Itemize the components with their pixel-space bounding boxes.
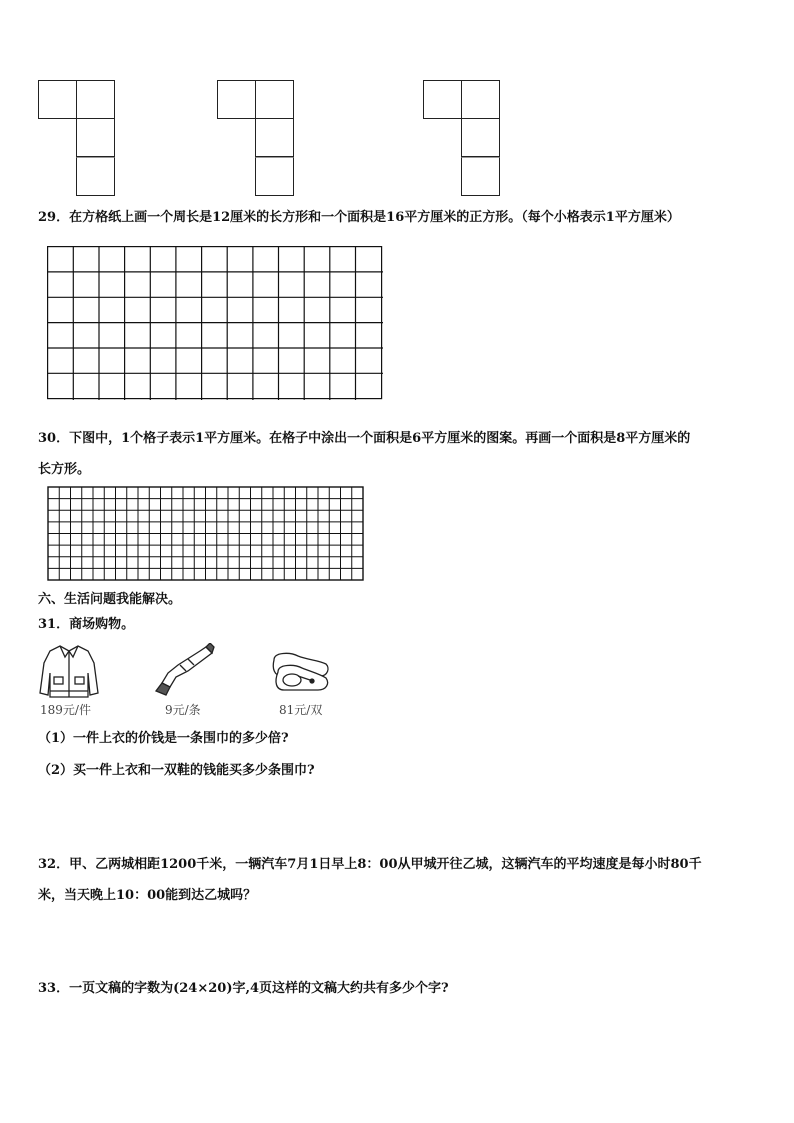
net-cell xyxy=(255,118,294,157)
question-33-text: 33．一页文稿的字数为(24×20)字,4页这样的文稿大约共有多少个字? xyxy=(38,981,449,996)
price-shoes: 81元/双 xyxy=(279,703,323,717)
grid-q29-svg xyxy=(47,246,383,400)
net-cell xyxy=(76,118,115,157)
net-cell xyxy=(423,80,462,119)
net-cell xyxy=(217,80,256,119)
net-cell xyxy=(76,157,115,196)
net-cell xyxy=(38,80,77,119)
net-figure-1 xyxy=(38,80,118,198)
section-6-title: 六、生活问题我能解决。 xyxy=(38,592,182,607)
net-figure-3 xyxy=(423,80,503,198)
net-cell xyxy=(461,80,500,119)
grid-paper-q29[interactable] xyxy=(47,246,383,400)
shoes-icon xyxy=(268,650,332,696)
net-cell xyxy=(76,80,115,119)
question-31-sub2: （2）买一件上衣和一双鞋的钱能买多少条围巾? xyxy=(38,763,315,778)
question-32-line1: 32．甲、乙两城相距1200千米，一辆汽车7月1日早上8：00从甲城开往乙城，这辆汽车的平均速度是每小时80千 xyxy=(38,857,702,872)
grid-paper-q30[interactable] xyxy=(47,486,364,581)
net-cell xyxy=(461,157,500,196)
jacket-icon xyxy=(38,643,100,699)
grid-q30-svg xyxy=(47,486,364,581)
question-30-line2: 长方形。 xyxy=(38,462,91,477)
net-figure-2 xyxy=(217,80,297,198)
price-jacket: 189元/件 xyxy=(40,703,91,717)
question-32-line2: 米，当天晚上10：00能到达乙城吗？ xyxy=(38,888,257,903)
question-31-sub1: （1）一件上衣的价钱是一条围巾的多少倍? xyxy=(38,731,289,746)
net-cell xyxy=(255,80,294,119)
question-30-line1: 30．下图中，1个格子表示1平方厘米。在格子中涂出一个面积是6平方厘米的图案。再画一个面积是8平方厘米的 xyxy=(38,431,691,446)
question-29-text: 29．在方格纸上画一个周长是12厘米的长方形和一个面积是16平方厘米的正方形。（每个小格表示1平方厘米） xyxy=(38,210,680,225)
net-cell xyxy=(461,118,500,157)
price-scarf: 9元/条 xyxy=(165,703,201,717)
net-cell xyxy=(255,157,294,196)
scarf-icon xyxy=(148,643,218,699)
question-31-title: 31．商场购物。 xyxy=(38,617,135,632)
